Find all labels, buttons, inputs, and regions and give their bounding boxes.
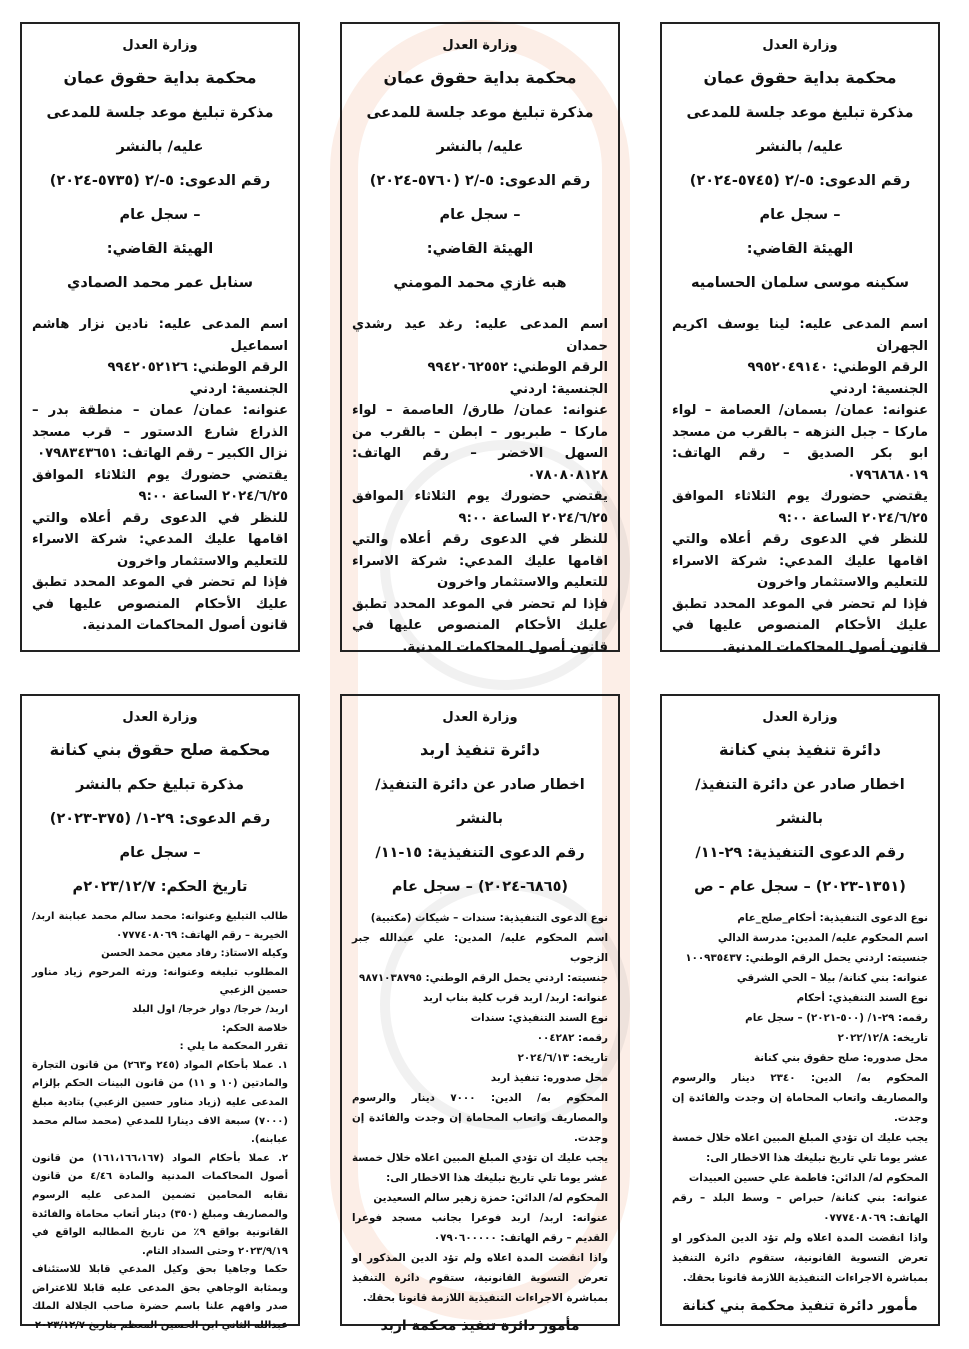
ministry-label: وزارة العدل bbox=[442, 38, 518, 53]
notice-header-line: رقم الدعوى: ٥-/٢ (٥٧٤٥-٢٠٢٤) bbox=[689, 173, 911, 189]
signature-line: مأمور دائرة تنفيذ محكمة بني كنانة bbox=[682, 1298, 918, 1314]
notice-header-line: رقم الدعوى: ٥-/٢ (٥٧٦٠-٢٠٢٤) bbox=[369, 173, 591, 189]
notice-paragraph: جنسيته: اردني يحمل الرقم الوطني: ٩٨٧١٠٣٨٧٩٥ bbox=[359, 972, 608, 984]
notice-body bbox=[352, 908, 608, 1308]
notice-paragraph: المحكوم له/ الدائن: حمزة زهير سالم السعيدين bbox=[373, 1192, 608, 1204]
notice-body bbox=[672, 314, 928, 658]
notice-body bbox=[352, 314, 608, 658]
court-title: محكمة بداية حقوق عمان bbox=[383, 68, 577, 87]
notice-paragraph: للنظر في الدعوى رقم أعلاه والتي اقامها عليك المدعي: شركة الاسراء للتعليم والاستثمار واخرون bbox=[32, 510, 288, 569]
notice-header-line: رقم الدعوى التنفيذية: ٢٩-١١/ bbox=[695, 845, 905, 861]
notice-paragraph: عنوانه: عمان/ بسمان/ العصامة – لواء ماركا – جبل النزهه – بالقرب من مسجد ابو بكر الصديق – رقم الهاتف: ٠٧٩٦٨٦٨٠١٩ bbox=[672, 403, 928, 483]
notice-paragraph: ٢. عملا بأحكام المواد (١٦١،١٦٦،١٦٧) من قانون أصول المحاكمات المدنية والمادة ٤/٤٦ من قانون نقابه المحامين تضمين المدعى عليه الرسوم والمصاريف ومبلغ (٣٥٠) دينار أتعاب محاماة والفائدة القانونية بواقع ٩٪ من تاريخ المطالبه الواقع في ٢٠٢٣/٩/١٩ وحتى السداد التام. bbox=[32, 1152, 289, 1257]
notice-paragraph: اسم المدعى عليه: نادين نزار هاشم اسماعيل bbox=[32, 317, 288, 354]
notice-paragraph: المطلوب تبليغه وعنوانه: ورثه المرحوم زياد مناور حسين الزعبي bbox=[32, 966, 288, 997]
notice-paragraph: عنوانه: اربد/ اربد فوعرا بجانب مسجد فوعرا القديم – رقم الهاتف: ٠٧٩٠٦٠٠٠٠٠ bbox=[352, 1212, 608, 1244]
notice-paragraph: اسم المدعى عليه: لينا يوسف اكريم الجهران bbox=[672, 317, 928, 354]
notice-paragraph: الرقم الوطني: ٩٩٥٢٠٤٩١٤٠ bbox=[747, 360, 928, 375]
notice-header-line: مذكرة تبليغ موعد جلسة للمدعى bbox=[686, 105, 914, 121]
notice-header-line: سنابل عمر محمد الصمادي bbox=[67, 275, 253, 291]
notice-header-line: بالنشر bbox=[776, 811, 824, 827]
court-title: محكمة بداية حقوق عمان bbox=[703, 68, 897, 87]
notice-paragraph: تقرر المحكمة ما يلي : bbox=[179, 1041, 288, 1053]
notice-paragraph: محل صدوره: صلح حقوق بني كنانة bbox=[753, 1052, 928, 1064]
notice-paragraph: يقتضي حضورك يوم الثلاثاء الموافق ٢٠٢٤/٦/٢٥ الساعة ٩:٠٠ bbox=[32, 467, 288, 504]
notice-paragraph: يقتضي حضورك يوم الثلاثاء الموافق ٢٠٢٤/٦/٢٥ الساعة ٩:٠٠ bbox=[352, 489, 608, 526]
notice-box bbox=[340, 22, 620, 655]
notice-paragraph: عنوانه: اربد/ اربد قرب كلية بناب اربد bbox=[423, 992, 608, 1004]
notice-paragraph: عنوانه: بني كنانة/ بيلا – الحي الشرقي bbox=[736, 972, 928, 984]
notice-paragraph: يقتضي حضورك يوم الثلاثاء الموافق ٢٠٢٤/٦/٢٥ الساعة ٩:٠٠ bbox=[672, 489, 928, 526]
notice-paragraph: نوع السند التنفيذي: سندات bbox=[470, 1012, 608, 1024]
notice-paragraph: ١. عملا بأحكام المواد (٢٤٥ و٢٦٣) من قانون التجارة والمادتين (١٠ و ١١) من قانون البينات الحكم بإلزام المدعى عليه (زياد مناور حسين الزعبي) بتادية مبلغ (٧٠٠٠) سبعة الاف دينارا للمدعي (محمد سالم محمد عبابنه). bbox=[32, 1059, 288, 1146]
notice-box bbox=[660, 22, 940, 655]
notice-header-line: تاريخ الحكم: ٢٠٢٣/١٢/٧م bbox=[72, 879, 248, 895]
notice-paragraph: اسم المحكوم عليه/ المدين: علي عبدالله جبر الزجوب bbox=[352, 932, 608, 964]
notice-header-line: – سجل عام bbox=[439, 207, 521, 223]
notice-header-line: عليه/ بالنشر bbox=[116, 139, 204, 155]
notice-header-line: رقم الدعوى: ٥-/٢ (٥٧٣٥-٢٠٢٤) bbox=[49, 173, 271, 189]
notice-header-line: (٦٨٦٥-٢٠٢٤) – سجل عام bbox=[391, 879, 569, 895]
notice-paragraph: رقمه: ٠٠٤٢٨٢ bbox=[536, 1032, 608, 1044]
notice-paragraph: حكما وجاهيا بحق وكيل المدعي قابلا للاستئناف وبمثابة الوجاهي بحق المدعى عليه قابلا للاعتراض صدر وافهم علنا باسم حضرة صاحب الجلالة الملك عبدالله الثاني ابن الحسين المعظم بتاريخ ٢٠٢٣/١٢/٧ bbox=[32, 1264, 288, 1332]
notice-paragraph: للنظر في الدعوى رقم أعلاه والتي اقامها عليك المدعي: شركة الاسراء للتعليم والاستثمار واخرون bbox=[672, 532, 928, 590]
notice-paragraph: طالب التبليغ وعنوانه: محمد سالم محمد عبابنة اربد/ الخيرية – رقم الهاتف: ٠٧٧٧٤٠٨٠٦٩ bbox=[32, 911, 288, 941]
notice-header-line: اخطار صادر عن دائرة التنفيذ/ bbox=[695, 777, 905, 793]
notice-paragraph: فإذا لم تحضر في الموعد المحدد تطبق عليك الأحكام المنصوص عليها في قانون أصول المحاكمات المدنية. bbox=[352, 596, 608, 655]
notice-header-line: هبه غازي محمد المومني bbox=[393, 275, 567, 291]
signature-line: مأمور دائرة تنفيذ محكمة اربد bbox=[380, 1318, 580, 1334]
notice-paragraph: فإذا لم تحضر في الموعد المحدد تطبق عليك الأحكام المنصوص عليها في قانون أصول المحاكمات المدنية. bbox=[32, 575, 288, 633]
notice-header-line: عليه/ بالنشر bbox=[756, 139, 844, 155]
notice-header-line: الهيئة القاضي: bbox=[426, 241, 534, 257]
court-title: محكمة بداية حقوق عمان bbox=[63, 68, 257, 87]
notice-box bbox=[340, 694, 620, 1334]
notice-body bbox=[32, 908, 288, 1336]
notice-paragraph: الرقم الوطني: ٩٩٤٢٠٥٢١٢٦ bbox=[107, 360, 288, 375]
notice-header-line: سكينه موسى سلمان الحساميه bbox=[691, 275, 909, 291]
notice-paragraph: عنوانه: بني كنانة/ حبراص – وسط البلد – رقم الهاتف: ٠٧٧٧٤٠٨٠٦٩ bbox=[672, 1192, 928, 1224]
notice-paragraph: الجنسية: اردني bbox=[829, 381, 928, 397]
notice-paragraph: الجنسية: اردني bbox=[189, 381, 288, 397]
court-title: دائرة تنفيذ بني كنانة bbox=[719, 740, 881, 759]
notice-body bbox=[672, 908, 928, 1288]
notice-paragraph: المحكوم له/ الدائن: فاطمة علي حسين العبيدات bbox=[688, 1172, 928, 1184]
notice-paragraph: فإذا لم تحضر في الموعد المحدد تطبق عليك الأحكام المنصوص عليها في قانون أصول المحاكمات المدنية. bbox=[672, 596, 928, 655]
notice-header-line: مذكرة تبليغ موعد جلسة للمدعى bbox=[366, 105, 594, 121]
notice-paragraph: يجب عليك ان تؤدي المبلغ المبين اعلاه خلال خمسة عشر يوما تلي تاريخ تبليغك هذا الاخطار الى: bbox=[352, 1152, 608, 1184]
notice-paragraph: نوع السند التنفيذي: أحكام bbox=[796, 992, 928, 1004]
notice-paragraph: تاريخه: ٢٠٢٤/٦/١٣ bbox=[517, 1052, 608, 1064]
notice-header-line: – سجل عام bbox=[759, 207, 841, 223]
notice-paragraph: للنظر في الدعوى رقم أعلاه والتي اقامها عليك المدعي: شركة الاسراء للتعليم والاستثمار واخرون bbox=[352, 532, 608, 590]
notice-paragraph: يجب عليك ان تؤدي المبلغ المبين اعلاه خلال خمسة عشر يوما تلي تاريخ تبليغك هذا الاخطار الى: bbox=[672, 1132, 928, 1164]
notice-paragraph: اسم المدعى عليه: رغد عيد رشدي حمدان bbox=[352, 317, 608, 354]
notice-paragraph: محل صدوره: تنفيذ اربد bbox=[490, 1072, 608, 1084]
ministry-label: وزارة العدل bbox=[122, 710, 198, 725]
notice-paragraph: عنوانه: عمان/ عمان – منطقة بدر – الذراع شارع الدستور – قرب مسجد نزال الكبير – رقم الهاتف: ٠٧٩٨٣٤٣٦٥١ bbox=[32, 403, 288, 461]
notice-paragraph: نوع الدعوى التنفيذية: أحكام_صلح_عام bbox=[737, 912, 928, 924]
ministry-label: وزارة العدل bbox=[442, 710, 518, 725]
ministry-label: وزارة العدل bbox=[762, 38, 838, 53]
notice-paragraph: المحكوم به/ الدين: ٢٣٤٠ دينار والرسوم والمصاريف واتعاب المحاماة إن وجدت والفائدة إن وجدت. bbox=[672, 1072, 928, 1124]
notice-paragraph: اسم المحكوم عليه/ المدين: مدرسة الدالي bbox=[717, 932, 928, 944]
notice-paragraph: رقمه: ٢٩-١/ (٥٠٠-٢٠٢١) – سجل عام bbox=[745, 1012, 928, 1024]
notice-box bbox=[20, 22, 300, 652]
notice-paragraph: واذا انقضت المدة اعلاه ولم تؤد الدين المذكور او تعرض التسوية القانونية، ستقوم دائرة التنفيذ بمباشرة الاجراءات التنفيذية اللازمة قانونا بحقك. bbox=[352, 1252, 608, 1304]
court-title: محكمة صلح حقوق بني كنانة bbox=[49, 740, 271, 759]
notice-paragraph: تاريخه: ٢٠٢٢/١٢/٨ bbox=[837, 1032, 928, 1044]
notice-header-line: الهيئة القاضي: bbox=[746, 241, 854, 257]
notice-paragraph: وكيله الاستاذ: رفاد معين محمد الحسن bbox=[101, 948, 288, 960]
notice-header-line: اخطار صادر عن دائرة التنفيذ/ bbox=[375, 777, 585, 793]
ministry-label: وزارة العدل bbox=[762, 710, 838, 725]
notice-header-line: رقم الدعوى التنفيذية: ١٥-١١/ bbox=[375, 845, 585, 861]
notice-box bbox=[660, 694, 940, 1326]
notice-header-line: – سجل عام bbox=[119, 207, 201, 223]
notice-header-line: رقم الدعوى: ٢٩-١/ (٣٧٥-٢٠٢٣) bbox=[49, 811, 271, 827]
court-title: دائرة تنفيذ اربد bbox=[419, 740, 540, 759]
notice-paragraph: الرقم الوطني: ٩٩٤٢٠٦٢٥٥٢ bbox=[427, 360, 608, 375]
notice-header-line: – سجل عام bbox=[119, 845, 201, 861]
notice-paragraph: اربد/ خرجا/ دوار خرجا/ اول البلد bbox=[132, 1003, 288, 1015]
notice-paragraph: المحكوم به/ الدين: ٧٠٠٠ دينار والرسوم والمصاريف واتعاب المحاماة إن وجدت والفائدة إن وجدت. bbox=[352, 1092, 608, 1144]
notice-paragraph: نوع الدعوى التنفيذية: سندات – شيكات (مكتبية) bbox=[370, 912, 608, 924]
ministry-label: وزارة العدل bbox=[122, 38, 198, 53]
notice-paragraph: الجنسية: اردني bbox=[509, 381, 608, 397]
notice-header-line: الهيئة القاضي: bbox=[106, 241, 214, 257]
notice-paragraph: واذا انقضت المدة اعلاه ولم تؤد الدين المذكور او تعرض التسوية القانونية، ستقوم دائرة التنفيذ بمباشرة الاجراءات التنفيذية اللازمة قانونا بحقك. bbox=[672, 1232, 928, 1284]
notice-header-line: بالنشر bbox=[456, 811, 504, 827]
notice-box bbox=[20, 694, 300, 1332]
notice-paragraph: عنوانه: عمان/ طارق/ العاصمة – لواء ماركا – طبربور – ابطن – بالقرب من السهل الاخضر – رقم الهاتف: ٠٧٨٠٨٠٨١٢٨ bbox=[352, 403, 608, 483]
notice-header-line: مذكرة تبليغ حكم بالنشر bbox=[76, 777, 244, 793]
notice-body bbox=[32, 314, 288, 637]
notice-header-line: (١٣٥١-٢٠٢٣) – سجل عام - ص bbox=[694, 879, 906, 895]
notice-paragraph: جنسيته: اردني يحمل الرقم الوطني: ١٠٠٩٣٥٤٣٧ bbox=[685, 952, 928, 964]
notice-paragraph: خلاصة الحكم: bbox=[221, 1022, 288, 1034]
notice-header-line: عليه/ بالنشر bbox=[436, 139, 524, 155]
notice-header-line: مذكرة تبليغ موعد جلسة للمدعى bbox=[46, 105, 274, 121]
